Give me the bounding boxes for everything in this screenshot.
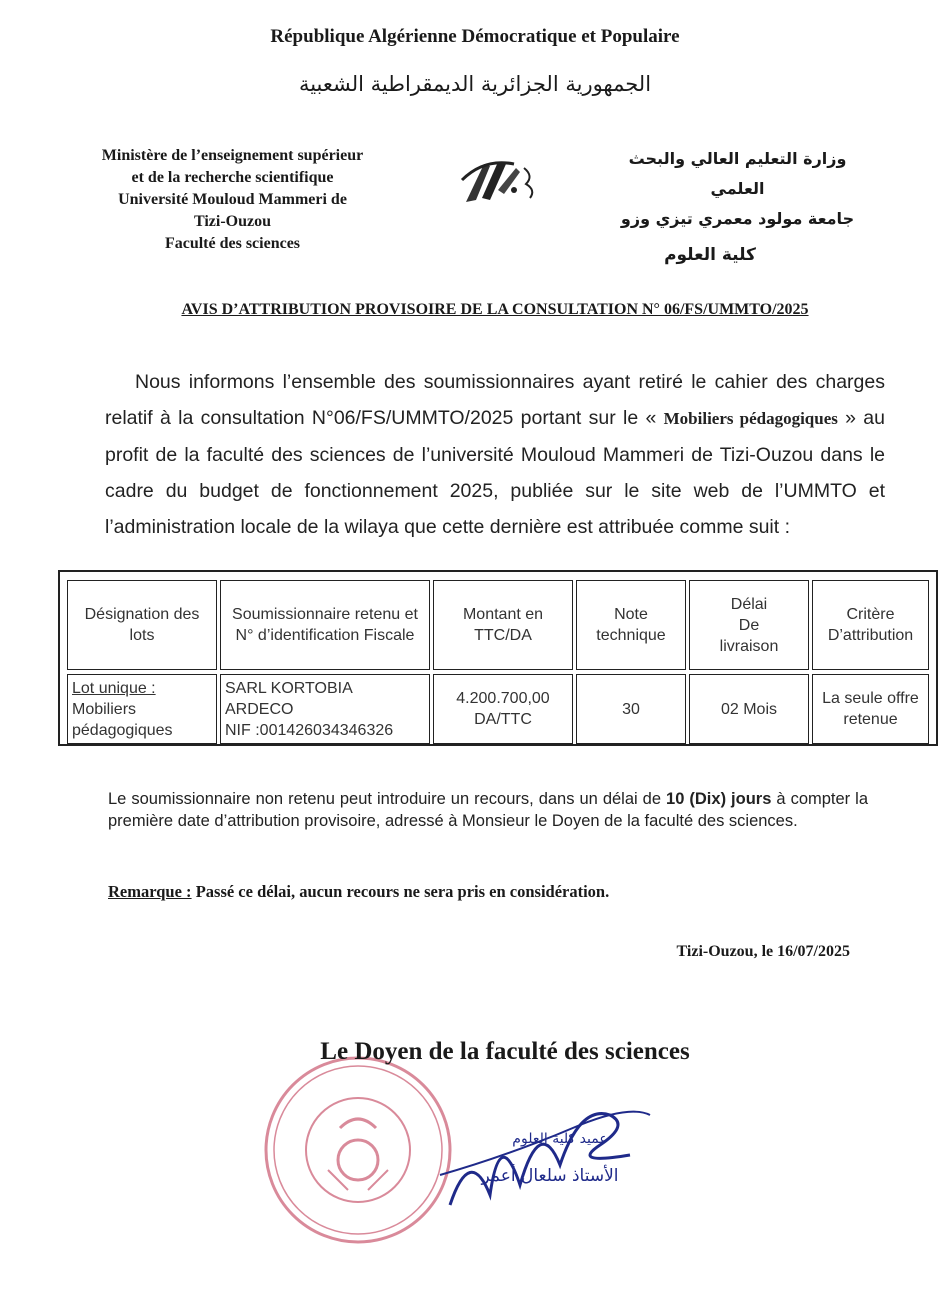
city-line: Tizi-Ouzou xyxy=(193,213,272,230)
recourse-deadline: 10 (Dix) jours xyxy=(666,790,772,808)
header-amount: Montant en TTC/DA xyxy=(433,580,573,670)
header-supplier: Soumissionnaire retenu et N° d’identification Fiscale xyxy=(220,580,430,670)
faculty-line: Faculté des sciences xyxy=(164,235,301,252)
header-criterion: Critère D’attribution xyxy=(812,580,929,670)
university-line-ar: جامعة مولود معمري تيزي وزو xyxy=(620,209,855,228)
note-cell: 30 xyxy=(576,674,686,744)
republic-title-ar: الجمهورية الجزائرية الديمقراطية الشعبية xyxy=(298,72,652,96)
faculty-line-ar: كلية العلوم xyxy=(664,245,756,265)
header-lots: Désignation des lots xyxy=(67,580,217,670)
table-header-row xyxy=(67,580,929,670)
header-note: Note technique xyxy=(576,580,686,670)
university-logo-icon xyxy=(454,150,544,210)
ministry-block-ar xyxy=(600,144,875,270)
signature-title: عميد كلية العلوم xyxy=(512,1131,608,1147)
intro-text-end: » au profit de la faculté des sciences de l’université Mouloud Mammeri de Tizi-Ouzou dans le cadre du budget de fonctionnement 2025, publiée sur le site web de l’UMMTO et l’administration locale de la wilaya que cette dernière est attribuée comme suit : xyxy=(105,407,885,538)
signature-name: الأستاذ سلعال أعمر xyxy=(481,1166,619,1186)
signature-icon xyxy=(430,1085,660,1225)
remark-text: Passé ce délai, aucun recours ne sera pris en considération. xyxy=(191,882,610,901)
intro-text: Nous informons l’ensemble des soumissionnaires ayant retiré le cahier des charges relatif à la consultation N°06/FS/UMMTO/2025 portant sur le « xyxy=(105,371,885,429)
remark xyxy=(108,882,868,902)
lot-cell: Lot unique : Mobiliers pédagogiques xyxy=(67,674,217,744)
ministry-block-fr xyxy=(60,145,405,255)
official-stamp-icon xyxy=(258,1050,458,1250)
criterion-cell: La seule offre retenue xyxy=(812,674,929,744)
republic-title-fr: République Algérienne Démocratique et Populaire xyxy=(270,26,680,47)
amount-cell: 4.200.700,00 DA/TTC xyxy=(433,674,573,744)
supplier-cell: SARL KORTOBIA ARDECO NIF :001426034346326 xyxy=(220,674,430,744)
ministry-line: Ministère de l’enseignement supérieur xyxy=(101,147,364,164)
ministry-line: et de la recherche scientifique xyxy=(131,169,334,186)
place-date: Tizi-Ouzou, le 16/07/2025 xyxy=(676,943,850,960)
university-line: Université Mouloud Mammeri de xyxy=(118,191,347,208)
lot-label: Lot unique : xyxy=(72,679,156,697)
award-table xyxy=(58,570,938,746)
notice-title: AVIS D’ATTRIBUTION PROVISOIRE DE LA CONSULTATION N° 06/FS/UMMTO/2025 xyxy=(181,301,809,318)
intro-paragraph xyxy=(105,364,885,545)
delay-cell: 02 Mois xyxy=(689,674,809,744)
ministry-line-ar: وزارة التعليم العالي والبحث العلمي xyxy=(628,149,847,198)
intro-subject: Mobiliers pédagogiques xyxy=(663,409,838,428)
dean-title: Le Doyen de la faculté des sciences xyxy=(320,1038,690,1065)
remark-label: Remarque : xyxy=(108,882,192,901)
table-row xyxy=(67,674,929,744)
header-delay: Délai De livraison xyxy=(689,580,809,670)
recourse-paragraph: Le soumissionnaire non retenu peut introduire un recours, dans un délai de 10 (Dix) jours à compter la première date d’attribution provisoire, adressé à Monsieur le Doyen de la faculté des sciences. xyxy=(108,790,869,830)
